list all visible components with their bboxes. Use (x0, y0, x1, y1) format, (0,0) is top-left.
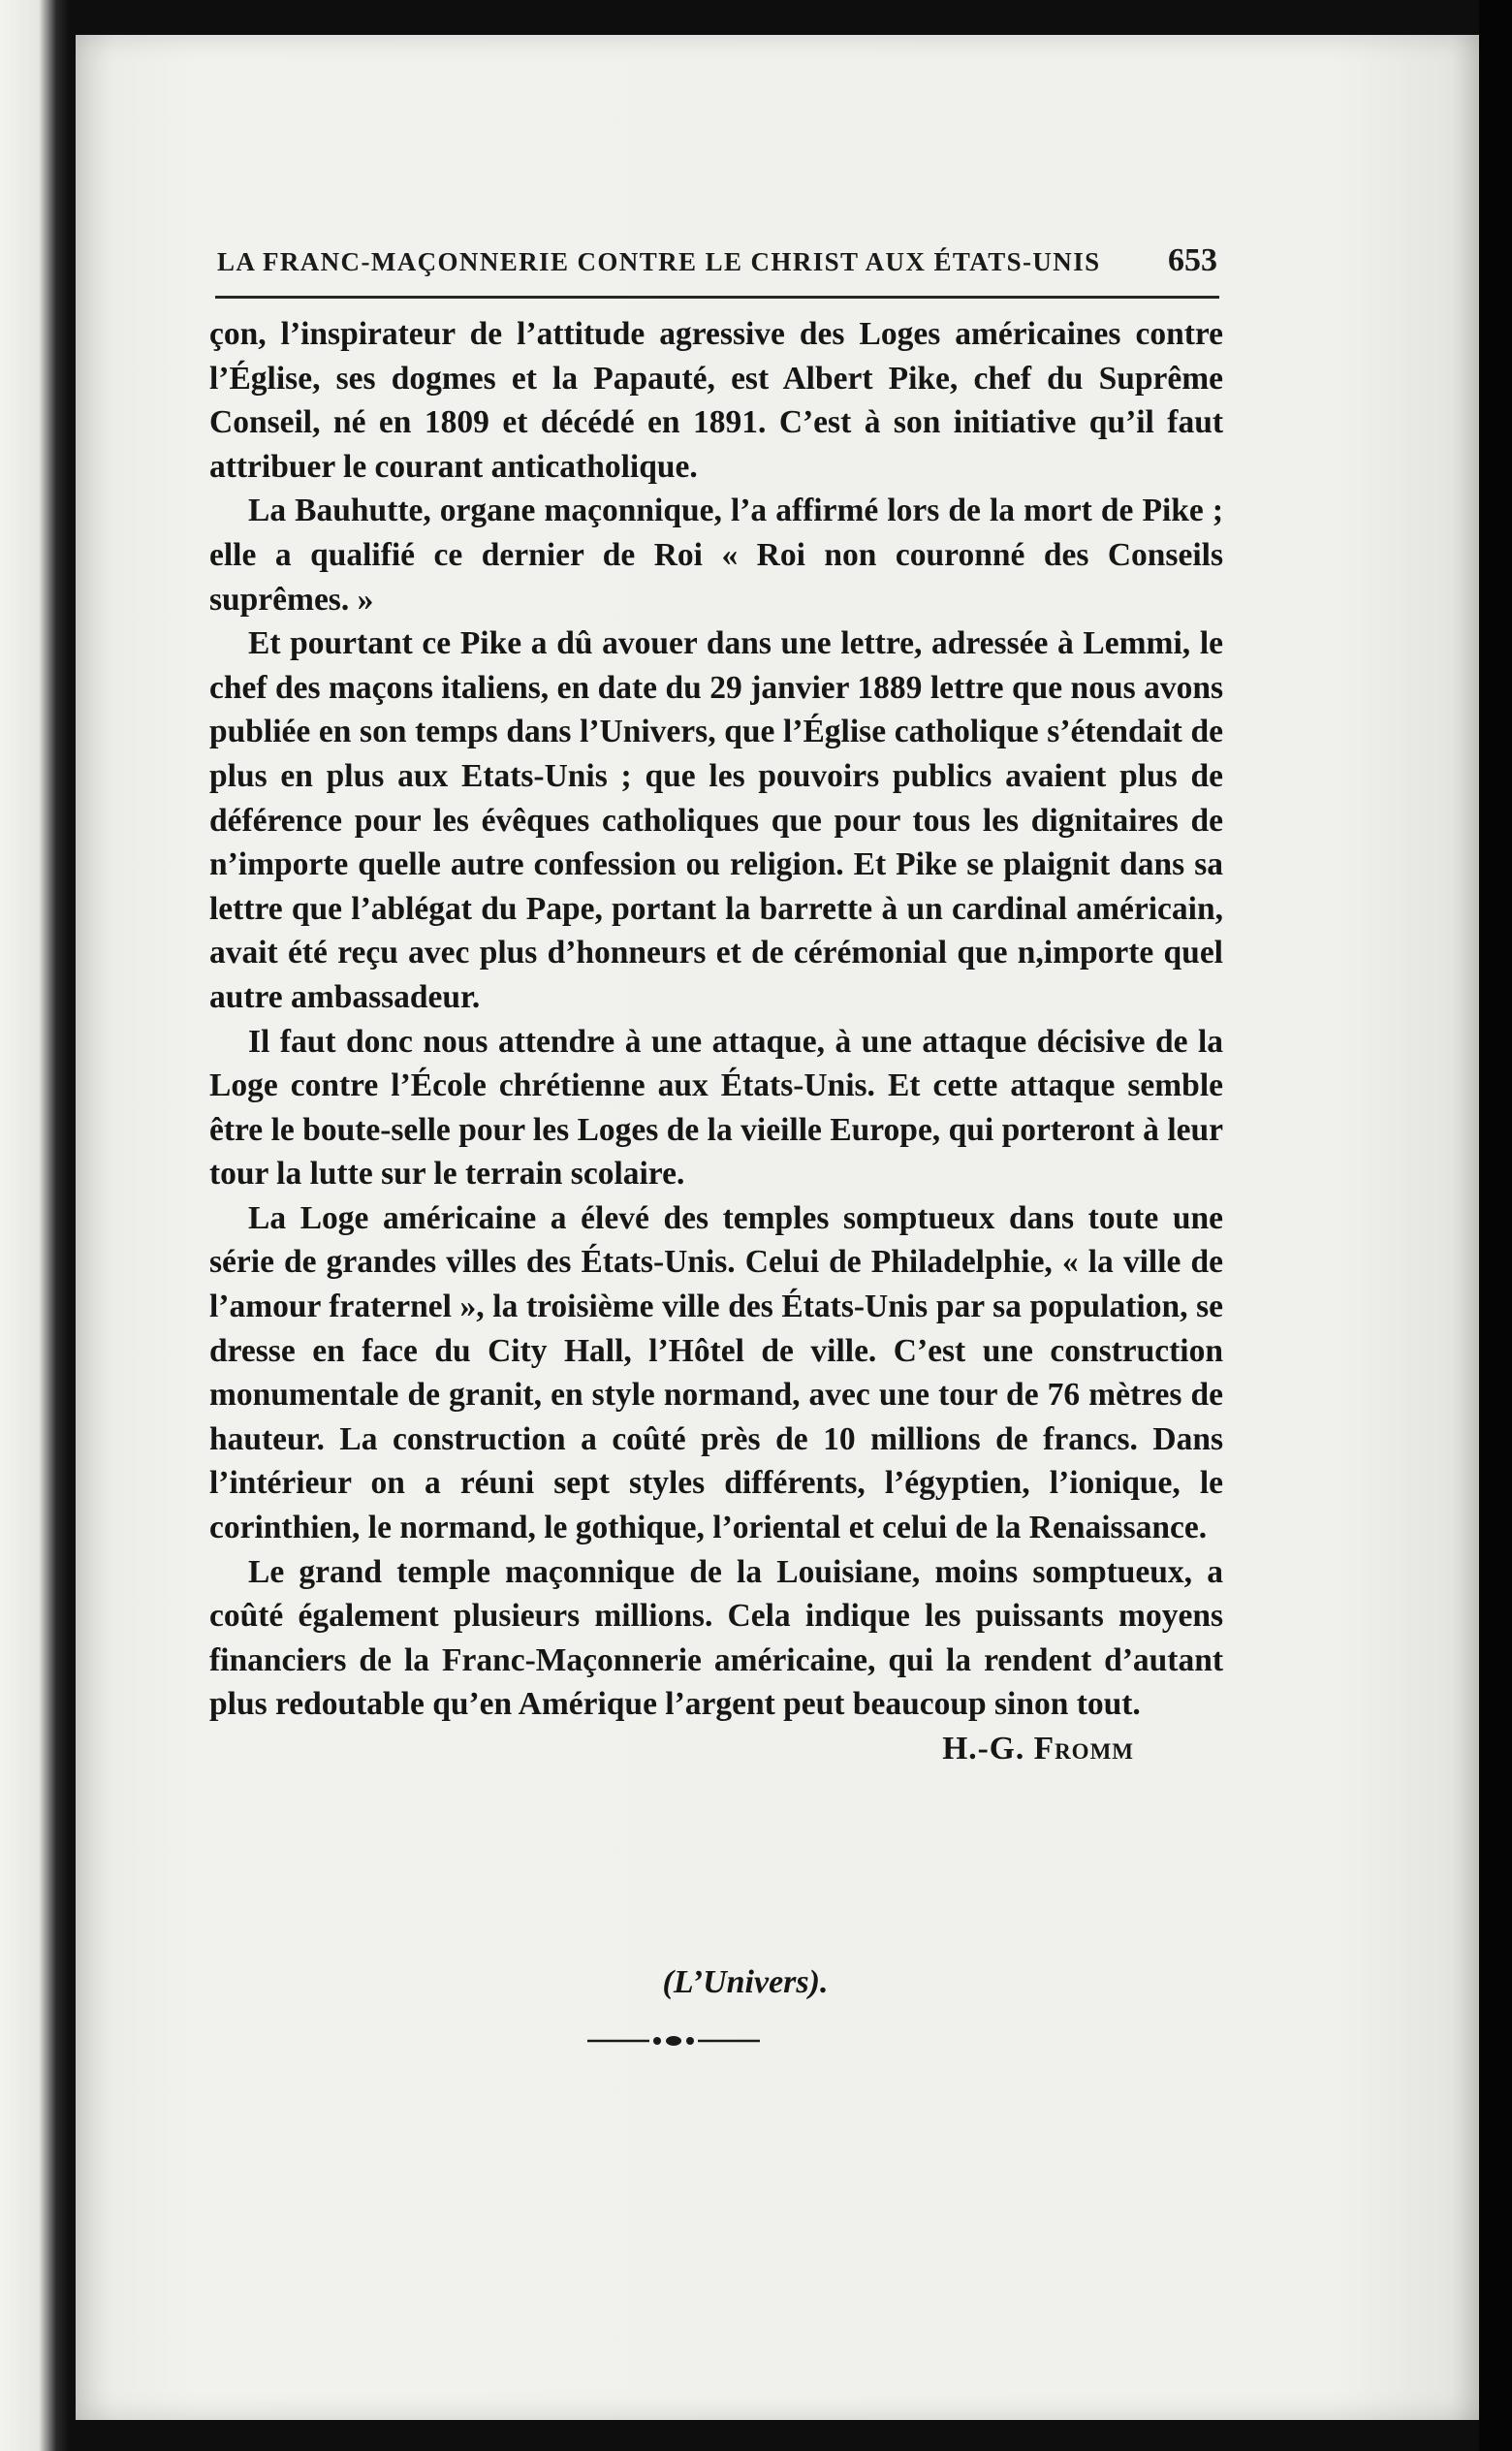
author-signature: H.-G. Fromm (942, 1731, 1134, 1767)
paragraph: Le grand temple maçonnique de la Louisiane, moins somptueux, a coûté également plusieurs millions. Cela indique les puissants moyens financiers de la Franc-Maçonnerie américaine, qui la rendent d’autant plus redoutable qu’en Amérique l’argent peut beaucoup sinon tout. (209, 1553, 1223, 1723)
closing-ornament (587, 2034, 760, 2048)
paragraph: Et pourtant ce Pike a dû avouer dans une lettre, adressée à Lemmi, le chef des maçons italiens, en date du 29 janvier 1889 lettre que nous avons publiée en son temps dans l’Univers, que l’Église catholique s’étendait de plus en plus aux Etats-Unis ; que les pouvoirs publics avaient plus de déférence pour les évêques catholiques que pour tous les dignitaires de n’importe quelle autre confession ou religion. Et Pike se plaignit dans sa lettre que l’ablégat du Pape, portant la barrette à un cardinal américain, avait été reçu avec plus d’honneurs et de cérémonial que n,importe quel autre ambassadeur. (209, 625, 1223, 1015)
paragraph: çon, l’inspirateur de l’attitude agressive des Loges américaines contre l’Église, ses dogmes et la Papauté, est Albert Pike, chef du Suprême Conseil, né en 1809 et décédé en 1891. C’est à son initiative qu’il faut attribuer le courant anticatholique. (209, 316, 1223, 485)
article-body (209, 312, 1223, 1771)
header-rule (215, 296, 1219, 299)
scan-border (1479, 0, 1512, 2451)
paragraph: Il faut donc nous attendre à une attaque, à une attaque décisive de la Loge contre l’École chrétienne aux États-Unis. Et cette attaque semble être le boute-selle pour les Loges de la vieille Europe, qui porteront à leur tour la lutte sur le terrain scolaire. (209, 1023, 1223, 1193)
running-header (217, 242, 1217, 289)
signature-line (209, 1727, 1223, 1771)
page-number: 653 (1168, 242, 1217, 278)
paragraph: La Bauhutte, organe maçonnique, l’a affirmé lors de la mort de Pike ; elle a qualifié ce dernier de Roi « Roi non couronné des Conseils suprêmes. » (209, 493, 1223, 618)
facing-page-edge (0, 0, 68, 2451)
running-title: LA FRANC-MAÇONNERIE CONTRE LE CHRIST AUX ÉTATS-UNIS (217, 247, 1101, 276)
source-citation: (L’Univers). (662, 1964, 829, 2000)
paragraph: La Loge américaine a élevé des temples somptueux dans toute une série de grandes villes des États-Unis. Celui de Philadelphie, « la ville de l’amour fraternel », la troisième ville des États-Unis par sa population, se dresse en face du City Hall, l’Hôtel de ville. C’est une construction monumentale de granit, en style normand, avec une tour de 76 mètres de hauteur. La construction a coûté près de 10 millions de francs. Dans l’intérieur on a réuni sept styles différents, l’égyptien, l’ionique, le corinthien, le normand, le gothique, l’oriental et celui de la Renaissance. (209, 1199, 1223, 1546)
